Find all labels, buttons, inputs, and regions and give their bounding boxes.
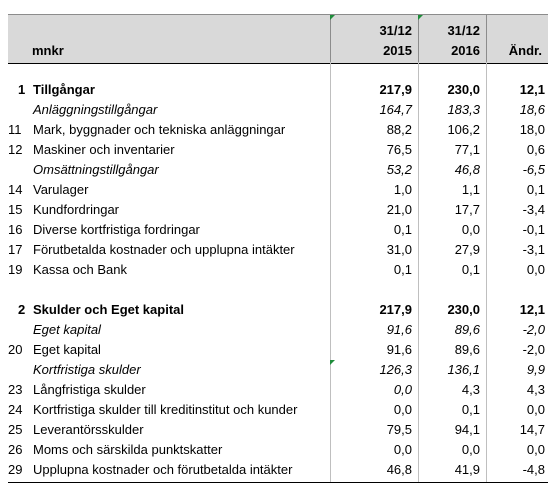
row-label: Långfristiga skulder [33, 382, 146, 397]
table-body [8, 62, 548, 482]
value-2016-cell[interactable]: 89,6 [454, 342, 480, 357]
table-row[interactable] [8, 380, 548, 400]
value-change-cell[interactable]: -4,8 [522, 462, 545, 477]
value-2015-cell[interactable]: 126,3 [379, 362, 412, 377]
value-2015-cell[interactable]: 21,0 [386, 202, 412, 217]
value-2016-cell[interactable]: 41,9 [454, 462, 480, 477]
value-2016-cell[interactable]: 94,1 [454, 422, 480, 437]
value-change-cell[interactable]: 9,9 [526, 362, 545, 377]
value-2015-cell[interactable]: 0,1 [393, 262, 412, 277]
table-row[interactable] [8, 240, 548, 260]
table-row[interactable] [8, 180, 548, 200]
row-number: 15 [8, 202, 23, 217]
value-2015-cell[interactable]: 0,0 [393, 442, 412, 457]
value-2015-cell[interactable]: 53,2 [386, 162, 412, 177]
row-label: Moms och särskilda punktskatter [33, 442, 223, 457]
value-change-cell[interactable]: 0,0 [526, 442, 545, 457]
row-label: Omsättningstillgångar [33, 162, 159, 177]
table-row[interactable] [8, 100, 548, 120]
value-2016-cell[interactable]: 0,1 [461, 402, 480, 417]
value-change-cell[interactable]: 0,0 [526, 402, 545, 417]
row-label: Mark, byggnader och tekniska anläggningar [33, 122, 286, 137]
row-number: 1 [18, 82, 26, 97]
table-row[interactable] [8, 360, 548, 380]
row-label: Varulager [33, 182, 89, 197]
value-2016-cell[interactable]: 89,6 [454, 322, 480, 337]
table-header [8, 14, 548, 64]
value-change-cell[interactable]: 0,6 [526, 142, 545, 157]
table-row[interactable] [8, 220, 548, 240]
value-2016-cell[interactable]: 46,8 [454, 162, 480, 177]
row-label: Kortfristiga skulder till kreditinstitut och kunder [33, 402, 298, 417]
row-label: Leverantörsskulder [33, 422, 144, 437]
value-2015-cell[interactable]: 76,5 [386, 142, 412, 157]
value-2016-cell[interactable]: 136,1 [447, 362, 480, 377]
value-2015-cell[interactable]: 46,8 [386, 462, 412, 477]
value-change-cell[interactable]: -3,1 [522, 242, 545, 257]
row-number: 16 [8, 222, 23, 237]
row-label: Upplupna kostnader och förutbetalda intäkter [33, 462, 293, 477]
value-change-cell[interactable]: -3,4 [522, 202, 545, 217]
value-2016-cell[interactable]: 0,0 [461, 442, 480, 457]
value-change-cell[interactable]: 12,1 [519, 82, 545, 97]
value-change-cell[interactable]: -6,5 [522, 162, 545, 177]
table-row[interactable] [8, 300, 548, 320]
row-number: 24 [8, 402, 23, 417]
header-label-mnkr: mnkr [32, 43, 64, 58]
row-number: 29 [8, 462, 23, 477]
value-2016-cell[interactable]: 0,1 [461, 262, 480, 277]
value-2015-cell[interactable]: 164,7 [379, 102, 412, 117]
header-col-change[interactable] [486, 15, 548, 63]
row-number: 12 [8, 142, 23, 157]
row-label: Diverse kortfristiga fordringar [33, 222, 200, 237]
value-2016-cell[interactable]: 183,3 [447, 102, 480, 117]
value-change-cell[interactable]: 14,7 [519, 422, 545, 437]
value-2016-cell[interactable]: 106,2 [447, 122, 480, 137]
value-change-cell[interactable]: 0,1 [526, 182, 545, 197]
row-label: Anläggningstillgångar [33, 102, 158, 117]
value-2016-cell[interactable]: 230,0 [447, 82, 480, 97]
value-2015-cell[interactable]: 1,0 [393, 182, 412, 197]
table-bottom-border [8, 482, 548, 483]
table-row[interactable] [8, 440, 548, 460]
row-number: 14 [8, 182, 23, 197]
header-col-2015-date: 31/12 [379, 23, 412, 38]
value-2015-cell[interactable]: 88,2 [386, 122, 412, 137]
value-change-cell[interactable]: -2,0 [522, 322, 545, 337]
value-2015-cell[interactable]: 217,9 [379, 302, 412, 317]
row-number: 26 [8, 442, 23, 457]
value-2016-cell[interactable]: 1,1 [461, 182, 480, 197]
header-col-change-label: Ändr. [508, 43, 542, 58]
comment-marker-icon [418, 15, 423, 20]
comment-marker-icon [330, 360, 335, 365]
row-label: Maskiner och inventarier [33, 142, 175, 157]
value-2016-cell[interactable]: 230,0 [447, 302, 480, 317]
table-row[interactable] [8, 320, 548, 340]
row-label: Kortfristiga skulder [33, 362, 141, 377]
value-2015-cell[interactable]: 0,0 [393, 382, 412, 397]
row-label: Eget kapital [33, 322, 101, 337]
value-change-cell[interactable]: 4,3 [526, 382, 545, 397]
table-row[interactable] [8, 120, 548, 140]
value-change-cell[interactable]: 0,0 [526, 262, 545, 277]
row-label: Tillgångar [33, 82, 95, 97]
row-number: 23 [8, 382, 23, 397]
value-2016-cell[interactable]: 27,9 [454, 242, 480, 257]
table-row[interactable] [8, 340, 548, 360]
table-row[interactable] [8, 140, 548, 160]
value-2016-cell[interactable]: 4,3 [461, 382, 480, 397]
value-2016-cell[interactable]: 77,1 [454, 142, 480, 157]
row-number: 20 [8, 342, 23, 357]
row-label: Kundfordringar [33, 202, 119, 217]
header-col-2015-year: 2015 [383, 43, 412, 58]
comment-marker-icon [330, 15, 335, 20]
table-row[interactable] [8, 80, 548, 100]
row-number: 19 [8, 262, 23, 277]
row-label: Kassa och Bank [33, 262, 127, 277]
value-2015-cell[interactable]: 217,9 [379, 82, 412, 97]
value-change-cell[interactable]: 18,0 [519, 122, 545, 137]
value-2016-cell[interactable]: 0,0 [461, 222, 480, 237]
value-change-cell[interactable]: 12,1 [519, 302, 545, 317]
row-number: 2 [18, 302, 26, 317]
value-change-cell[interactable]: -0,1 [522, 222, 545, 237]
table-row[interactable] [8, 200, 548, 220]
row-label: Förutbetalda kostnader och upplupna intäkter [33, 242, 295, 257]
table-row[interactable] [8, 460, 548, 480]
value-2016-cell[interactable]: 17,7 [454, 202, 480, 217]
value-2015-cell[interactable]: 79,5 [386, 422, 412, 437]
header-col-2016-date: 31/12 [447, 23, 480, 38]
row-label: Skulder och Eget kapital [33, 302, 184, 317]
value-2015-cell[interactable]: 31,0 [386, 242, 412, 257]
header-col-2015[interactable] [330, 15, 418, 63]
table-row[interactable] [8, 400, 548, 420]
table-row[interactable] [8, 420, 548, 440]
value-2015-cell[interactable]: 91,6 [386, 322, 412, 337]
value-change-cell[interactable]: 18,6 [519, 102, 545, 117]
header-col-2016[interactable] [418, 15, 486, 63]
row-number: 25 [8, 422, 23, 437]
row-number: 11 [8, 122, 22, 137]
row-label: Eget kapital [33, 342, 101, 357]
header-col-2016-year: 2016 [451, 43, 480, 58]
value-2015-cell[interactable]: 0,1 [393, 222, 412, 237]
value-2015-cell[interactable]: 0,0 [393, 402, 412, 417]
table-row[interactable] [8, 260, 548, 280]
table-row[interactable] [8, 160, 548, 180]
value-change-cell[interactable]: -2,0 [522, 342, 545, 357]
value-2015-cell[interactable]: 91,6 [386, 342, 412, 357]
row-number: 17 [8, 242, 23, 257]
